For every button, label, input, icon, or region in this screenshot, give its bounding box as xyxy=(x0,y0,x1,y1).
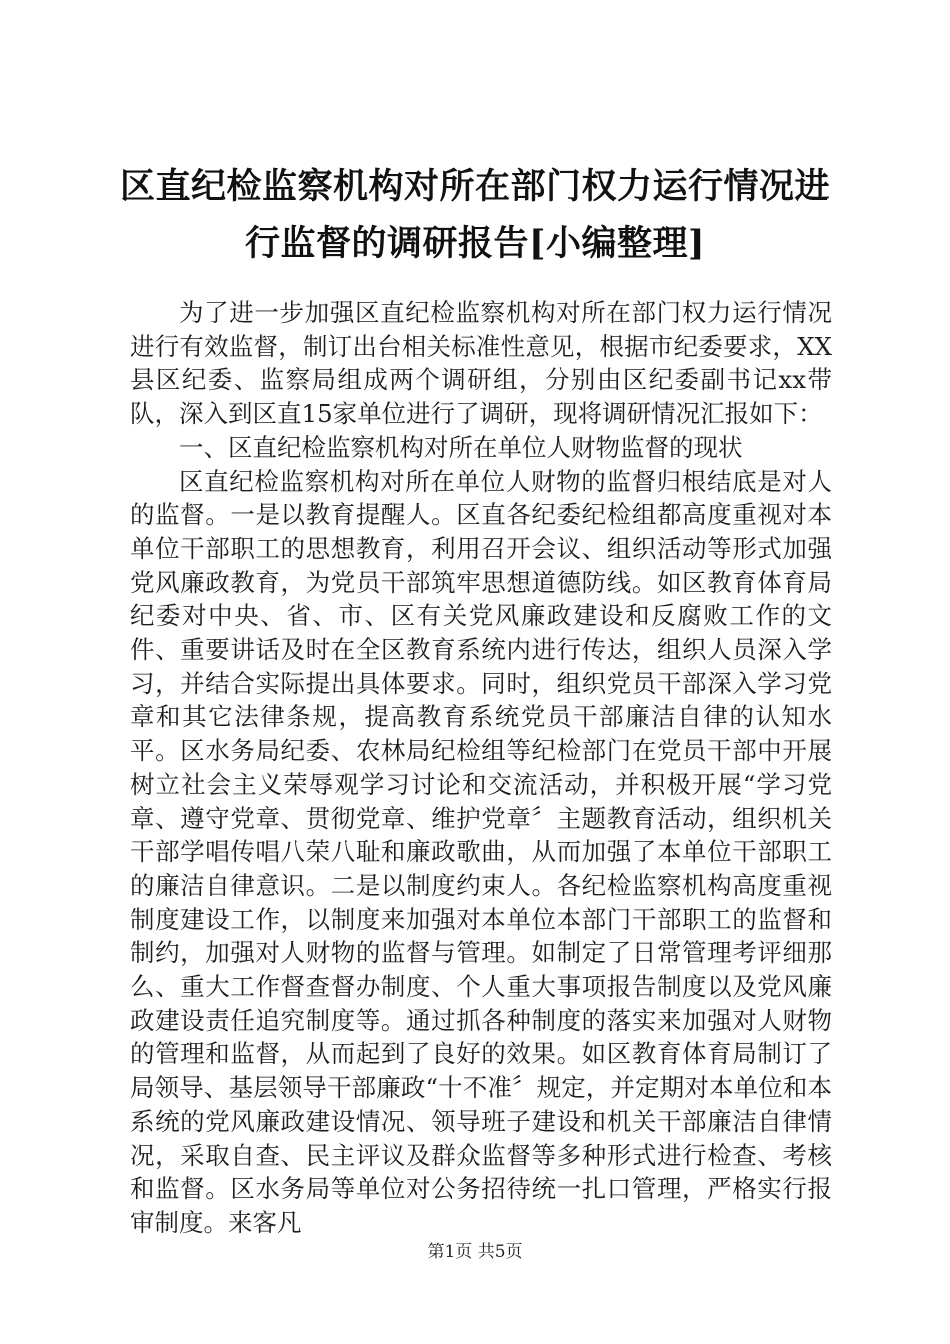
body-paragraph: 区直纪检监察机构对所在单位人财物的监督归根结底是对人的监督。一是以教育提醒人。区直各纪委纪检组都高度重视对本单位干部职工的思想教育，利用召开会议、组织活动等形式加强党风廉政教育，为党员干部筑牢思想道德防线。如区教育体育局纪委对中央、省、市、区有关党风廉政建设和反腐败工作的文件、重要讲话及时在全区教育系统内进行传达，组织人员深入学习，并结合实际提出具体要求。同时，组织党员干部深入学习党章和其它法律条规，提高教育系统党员干部廉洁自律的认知水平。区水务局纪委、农林局纪检组等纪检部门在党员干部中开展树立社会主义荣辱观学习讨论和交流活动，并积极开展“学习党章、遵守党章、贯彻党章、维护党章〞主题教育活动，组织机关干部学唱传唱八荣八耻和廉政歌曲，从而加强了本单位干部职工的廉洁自律意识。二是以制度约束人。各纪检监察机构高度重视制度建设工作，以制度来加强对本单位本部门干部职工的监督和制约，加强对人财物的监督与管理。如制定了日常管理考评细那么、重大工作督查督办制度、个人重大事项报告制度以及党风廉政建设责任追究制度等。通过抓各种制度的落实来加强对人财物的管理和监督，从而起到了良好的效果。如区教育体育局制订了局领导、基层领导干部廉政“十不准〞规定，并定期对本单位和本系统的党风廉政建设情况、领导班子建设和机关干部廉洁自律情况，采取自查、民主评议及群众监督等多种形式进行检查、考核和监督。区水务局等单位对公务招待统一扎口管理，严格实行报审制度。来客凡 xyxy=(130,466,832,1237)
intro-paragraph: 为了进一步加强区直纪检监察机构对所在部门权力运行情况进行有效监督，制订出台相关标准性意见，根据市纪委要求，XX县区纪委、监察局组成两个调研组，分别由区纪委副书记xx带队，深入到区直15家单位进行了调研，现将调研情况汇报如下： xyxy=(130,298,832,429)
page-footer: 第1页 共5页 xyxy=(427,1242,523,1262)
section-heading: 一、区直纪检监察机构对所在单位人财物监督的现状 xyxy=(179,432,743,462)
document-body xyxy=(130,296,832,1240)
document-title: 区直纪检监察机构对所在部门权力运行情况进行监督的调研报告[小编整理] xyxy=(120,166,831,264)
